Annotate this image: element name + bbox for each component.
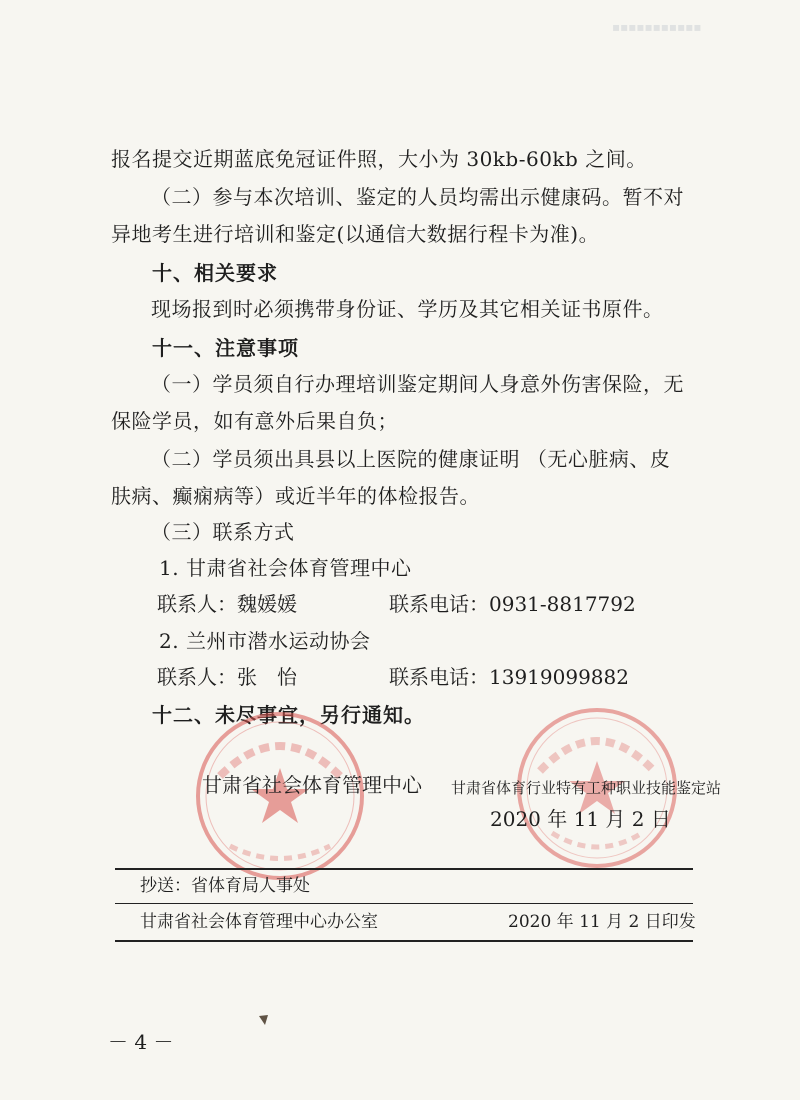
section-heading: 十二、未尽事宜，另行通知。 [152, 703, 425, 727]
body-line: （三）联系方式 [151, 520, 295, 544]
body-line: （二）参与本次培训、鉴定的人员均需出示健康码。暂不对 [151, 185, 684, 209]
footer-rule-middle [115, 903, 693, 904]
contact-phone: 联系电话：0931-8817792 [389, 592, 636, 616]
footer-rule-bottom [115, 940, 693, 942]
section-heading: 十一、注意事项 [152, 336, 299, 360]
ink-blot [256, 1013, 272, 1029]
issuer: 甘肃省社会体育管理中心办公室 [140, 912, 378, 932]
body-line: 肤病、癫痫病等）或近半年的体检报告。 [111, 484, 480, 508]
body-line: （一）学员须自行办理培训鉴定期间人身意外伤害保险，无 [151, 372, 684, 396]
signature-org-1: 甘肃省社会体育管理中心 [202, 773, 422, 797]
page-number: － 4 － [108, 1030, 174, 1054]
body-line: 异地考生进行培训和鉴定(以通信大数据行程卡为准)。 [111, 222, 600, 246]
contact-row [0, 592, 800, 616]
contact-row [0, 665, 800, 689]
cc-line: 抄送：省体育局人事处 [140, 876, 310, 896]
bleed-through-text: ▪▪▪▪▪▪▪▪▪▪▪ [612, 20, 702, 34]
contact-name: 联系人：张 怡 [157, 665, 297, 689]
body-line: 现场报到时必须携带身份证、学历及其它相关证书原件。 [151, 297, 664, 321]
footer-rule-top [115, 868, 693, 870]
contact-name: 联系人：魏媛媛 [157, 592, 297, 616]
body-line: 报名提交近期蓝底免冠证件照，大小为 30kb-60kb 之间。 [111, 147, 647, 171]
signature-org-2: 甘肃省体育行业特有工种职业技能鉴定站 [451, 779, 722, 797]
body-line: （二）学员须出具县以上医院的健康证明 （无心脏病、皮 [151, 447, 671, 471]
section-heading: 十、相关要求 [152, 261, 278, 285]
contact-org: 1. 甘肃省社会体育管理中心 [159, 556, 412, 580]
body-line: 保险学员，如有意外后果自负； [111, 409, 398, 433]
signature-date: 2020 年 11 月 2 日 [490, 807, 671, 831]
contact-phone: 联系电话：13919099882 [389, 665, 629, 689]
issue-date: 2020 年 11 月 2 日印发 [508, 912, 696, 932]
contact-org: 2. 兰州市潜水运动协会 [159, 629, 371, 653]
